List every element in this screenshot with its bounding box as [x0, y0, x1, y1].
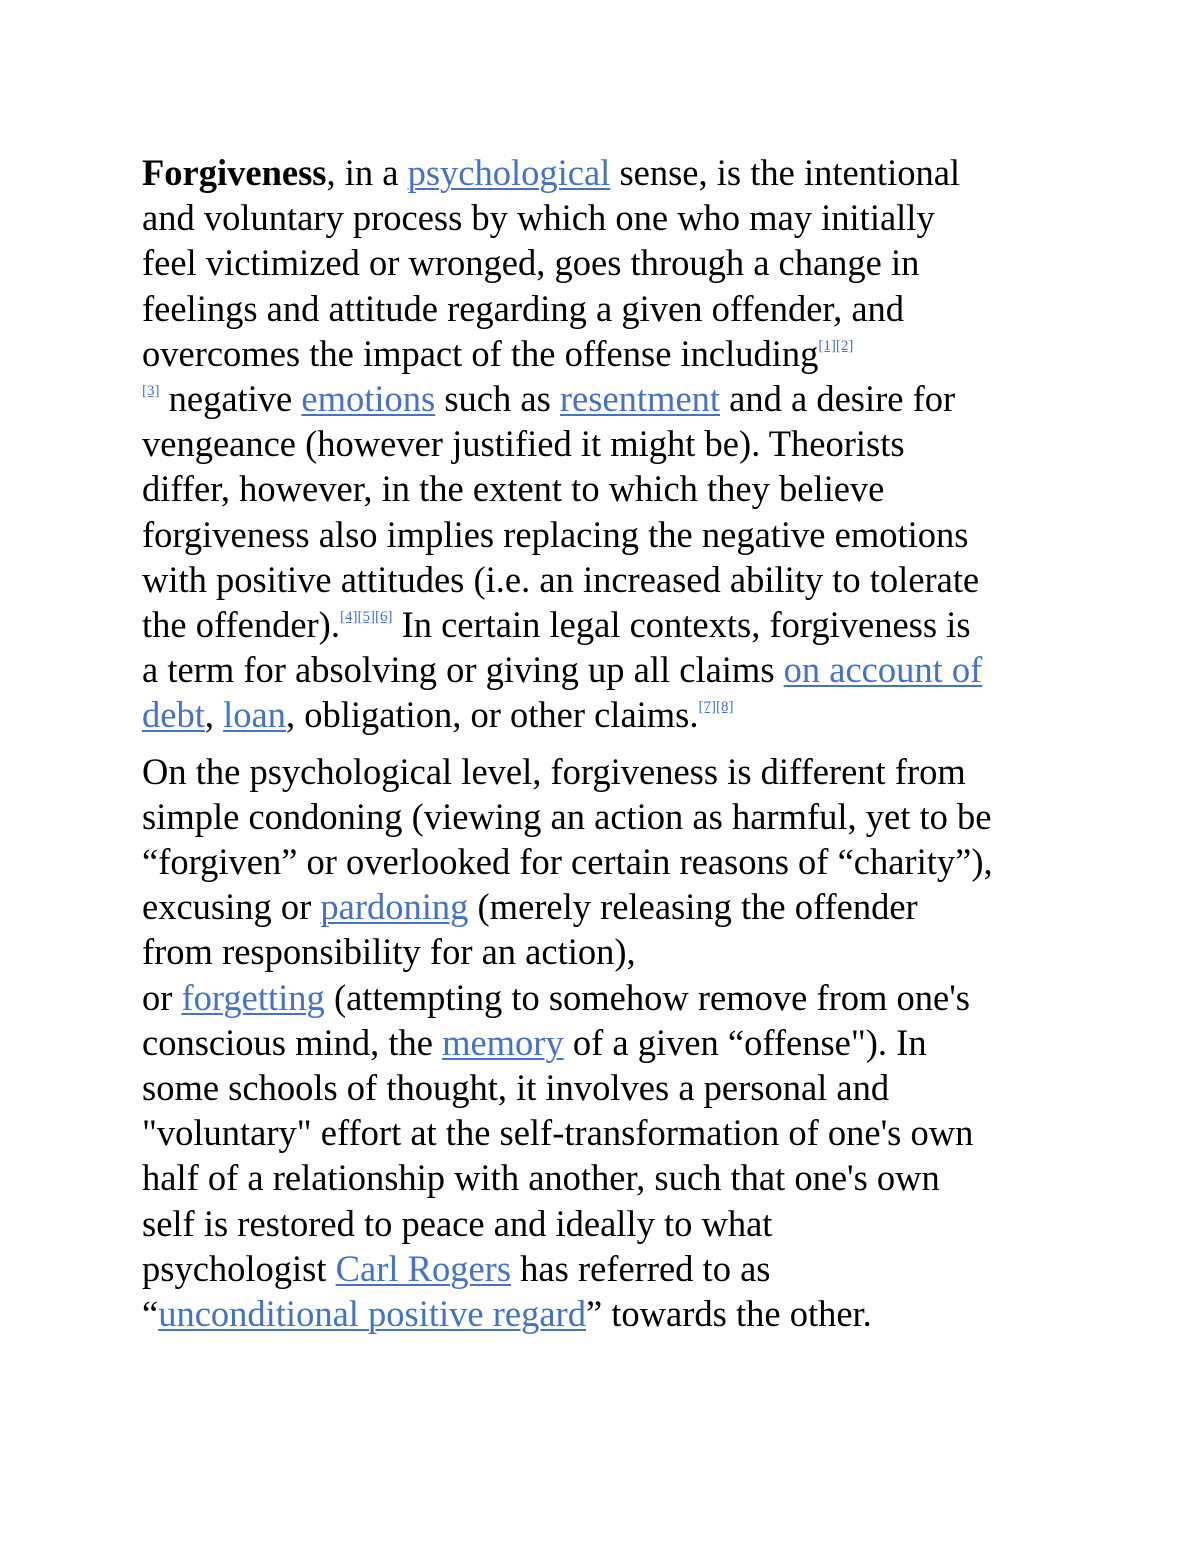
text-run: ,: [204, 694, 224, 736]
link-unconditional-positive-regard[interactable]: unconditional positive regard: [158, 1293, 586, 1335]
text-line: some schools of thought, it involves a personal and: [142, 1067, 890, 1109]
citation-5[interactable]: [5]: [357, 609, 375, 626]
citation-8[interactable]: [8]: [716, 699, 734, 716]
text-run: has referred to as: [511, 1247, 771, 1289]
text-line: from responsibility for an action),: [142, 931, 636, 973]
text-run: the offender).: [142, 604, 340, 646]
paragraph-psychological-level: [142, 749, 1067, 1337]
link-psychological[interactable]: psychological: [407, 152, 611, 193]
text-line: forgiveness also implies replacing the negative emotions: [142, 513, 969, 555]
link-on-account-of[interactable]: on account of: [783, 649, 983, 691]
text-run: of a given “offense"). In: [563, 1021, 927, 1063]
text-line: simple condoning (viewing an action as harmful, yet to be: [142, 795, 992, 837]
text-run: or: [142, 976, 182, 1018]
text-line: and voluntary process by which one who may initially: [142, 197, 935, 239]
text-line: feel victimized or wronged, goes through a change in: [142, 242, 920, 284]
link-pardoning[interactable]: pardoning: [320, 886, 469, 928]
text-line: vengeance (however justified it might be). Theorists: [142, 423, 905, 465]
text-line: [142, 884, 1067, 929]
text-run: , obligation, or other claims.: [285, 694, 699, 736]
text-line: [142, 602, 1067, 647]
link-debt[interactable]: debt: [142, 694, 205, 736]
text-line: feelings and attitude regarding a given offender, and: [142, 287, 905, 329]
text-run: In certain legal contexts, forgiveness is: [392, 604, 971, 646]
text-line: [142, 1246, 1067, 1291]
text-line: [142, 1020, 1067, 1065]
text-run: (merely releasing the offender: [468, 886, 918, 928]
text-line: [142, 331, 1067, 376]
text-line: [142, 975, 1067, 1020]
text-run: “: [142, 1293, 159, 1335]
text-line: "voluntary" effort at the self-transformation of one's own: [142, 1112, 974, 1154]
text-line: “forgiven” or overlooked for certain reasons of “charity”),: [142, 841, 993, 883]
text-line: self is restored to peace and ideally to what: [142, 1202, 773, 1244]
text-line: half of a relationship with another, such that one's own: [142, 1157, 940, 1199]
text-run: such as: [435, 378, 560, 420]
text-line: [142, 376, 1067, 421]
paragraph-gap: [142, 738, 1067, 749]
citation-7[interactable]: [7]: [698, 699, 717, 716]
citation-3[interactable]: [3]: [142, 383, 160, 400]
text-run: (attempting to somehow remove from one's: [324, 976, 970, 1018]
paragraph-definition: [142, 150, 1067, 738]
document-body: [142, 150, 1067, 1336]
link-resentment[interactable]: resentment: [559, 378, 721, 420]
text-line: [142, 692, 1067, 737]
citation-4[interactable]: [4]: [339, 609, 358, 626]
text-run: and a desire for: [720, 378, 956, 420]
link-carl-rogers[interactable]: Carl Rogers: [335, 1247, 512, 1289]
text-line: differ, however, in the extent to which they believe: [142, 468, 885, 510]
text-line: [142, 150, 1067, 195]
citation-1[interactable]: [1]: [818, 337, 836, 354]
text-line: [142, 647, 1067, 692]
text-run: ” towards the other.: [585, 1293, 872, 1335]
text-run: , in a: [326, 152, 408, 193]
text-line: with positive attitudes (i.e. an increased ability to tolerate: [142, 558, 980, 600]
citation-6[interactable]: [6]: [374, 609, 393, 626]
text-run: a term for absolving or giving up all claims: [142, 649, 784, 691]
text-run: conscious mind, the: [142, 1021, 443, 1063]
term-title: Forgiveness: [142, 152, 327, 193]
text-run: overcomes the impact of the offense including: [142, 332, 819, 374]
text-run: negative: [159, 378, 302, 420]
text-run: excusing or: [142, 886, 321, 928]
link-memory[interactable]: memory: [442, 1021, 564, 1063]
text-line: [142, 1291, 1067, 1336]
text-run: sense, is the intentional: [610, 152, 961, 193]
link-loan[interactable]: loan: [223, 694, 286, 736]
text-line: On the psychological level, forgiveness is different from: [142, 750, 966, 792]
text-run: psychologist: [142, 1247, 336, 1289]
link-forgetting[interactable]: forgetting: [181, 976, 325, 1018]
citation-2[interactable]: [2]: [835, 337, 854, 354]
link-emotions[interactable]: emotions: [301, 378, 436, 420]
